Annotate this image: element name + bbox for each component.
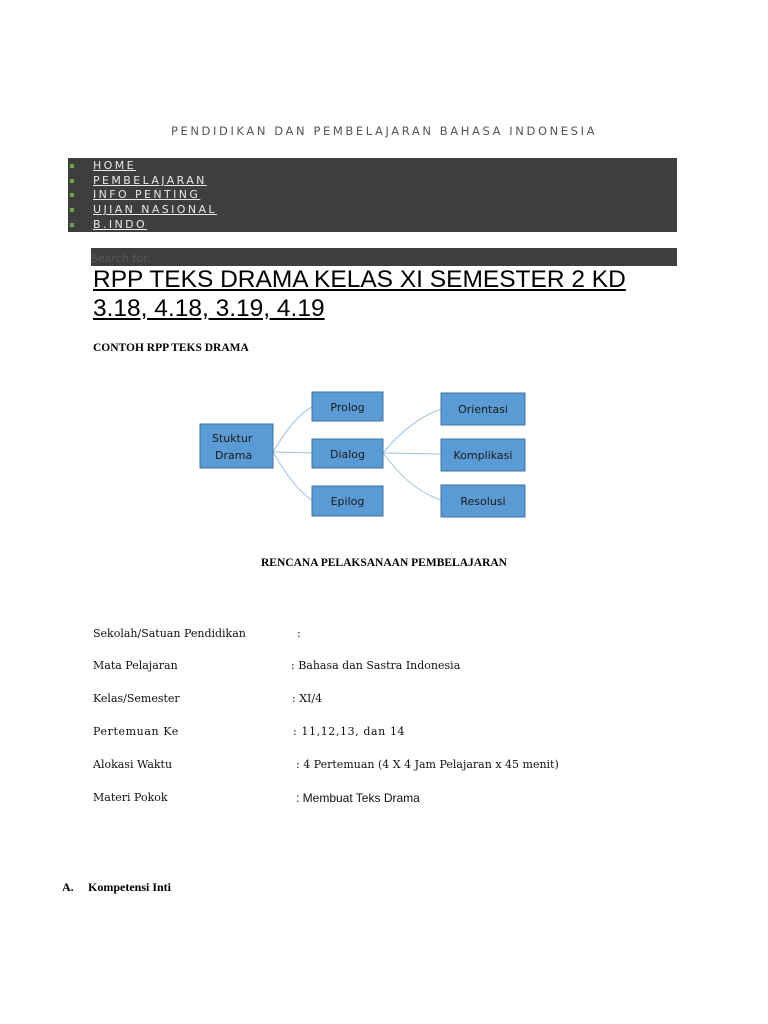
search-bar[interactable] [91, 248, 677, 266]
info-label: Mata Pelajaran [93, 659, 178, 672]
nav-item-pembelajaran[interactable] [68, 173, 207, 188]
info-value: : [297, 627, 301, 640]
post-title-line1: RPP TEKS DRAMA KELAS XI SEMESTER 2 KD [93, 266, 626, 293]
resolusi-label: Resolusi [460, 495, 506, 508]
bullet-icon [70, 208, 74, 212]
bullet-icon [70, 164, 74, 168]
komplikasi-label: Komplikasi [453, 449, 513, 462]
info-value: : Bahasa dan Sastra Indonesia [291, 659, 461, 672]
orientasi-label: Orientasi [458, 403, 508, 416]
section-title: Kompetensi Inti [88, 880, 172, 894]
post-title[interactable] [93, 265, 673, 323]
epilog-label: Epilog [330, 495, 365, 508]
nav-link-ujian-nasional[interactable]: UJIAN NASIONAL [93, 203, 217, 216]
nav-item-info-penting[interactable] [68, 187, 200, 202]
info-value: : 11,12,13, dan 14 [293, 725, 406, 738]
info-value: : XI/4 [292, 692, 323, 705]
orientasi-box [441, 393, 525, 425]
section-kompetensi-inti [62, 880, 171, 895]
prolog-box [312, 392, 383, 421]
site-title: PENDIDIKAN DAN PEMBELAJARAN BAHASA INDONESIA [170, 124, 598, 138]
nav-link-bindo[interactable]: B.INDO [93, 218, 148, 231]
info-label: Kelas/Semester [93, 692, 180, 705]
root-label-line2: Drama [215, 449, 253, 462]
epilog-box [312, 486, 383, 516]
resolusi-box [441, 485, 525, 517]
section-number: A. [62, 880, 74, 894]
root-label-line1: Stuktur [212, 432, 253, 445]
bullet-icon [70, 223, 74, 227]
info-label: Materi Pokok [93, 791, 168, 804]
nav-link-pembelajaran[interactable]: PEMBELAJARAN [93, 174, 207, 187]
info-label: Sekolah/Satuan Pendidikan [93, 627, 246, 640]
main-nav [68, 158, 677, 232]
dialog-label: Dialog [329, 448, 366, 461]
post-subheading: CONTOH RPP TEKS DRAMA [93, 342, 249, 354]
nav-item-bindo[interactable] [68, 217, 147, 232]
info-value: : Membuat Teks Drama [296, 791, 420, 805]
prolog-label: Prolog [330, 401, 365, 414]
bullet-icon [70, 179, 74, 183]
nav-item-ujian-nasional[interactable] [68, 202, 217, 217]
info-label: Pertemuan Ke [93, 725, 179, 738]
nav-link-info-penting[interactable]: INFO PENTING [93, 188, 201, 201]
bullet-icon [70, 193, 74, 197]
root-box [200, 424, 273, 468]
nav-link-home[interactable]: HOME [93, 159, 136, 172]
komplikasi-box [441, 439, 525, 471]
rpp-title: RENCANA PELAKSANAAN PEMBELAJARAN [261, 557, 507, 569]
search-label: Search for: [91, 252, 151, 265]
info-label: Alokasi Waktu [93, 758, 173, 771]
dialog-box [312, 439, 383, 468]
drama-structure-diagram [195, 385, 535, 525]
nav-item-home[interactable] [68, 158, 136, 173]
info-value: : 4 Pertemuan (4 X 4 Jam Pelajaran x 45 menit) [296, 758, 559, 771]
post-title-line2: 3.18, 4.18, 3.19, 4.19 [93, 295, 325, 322]
